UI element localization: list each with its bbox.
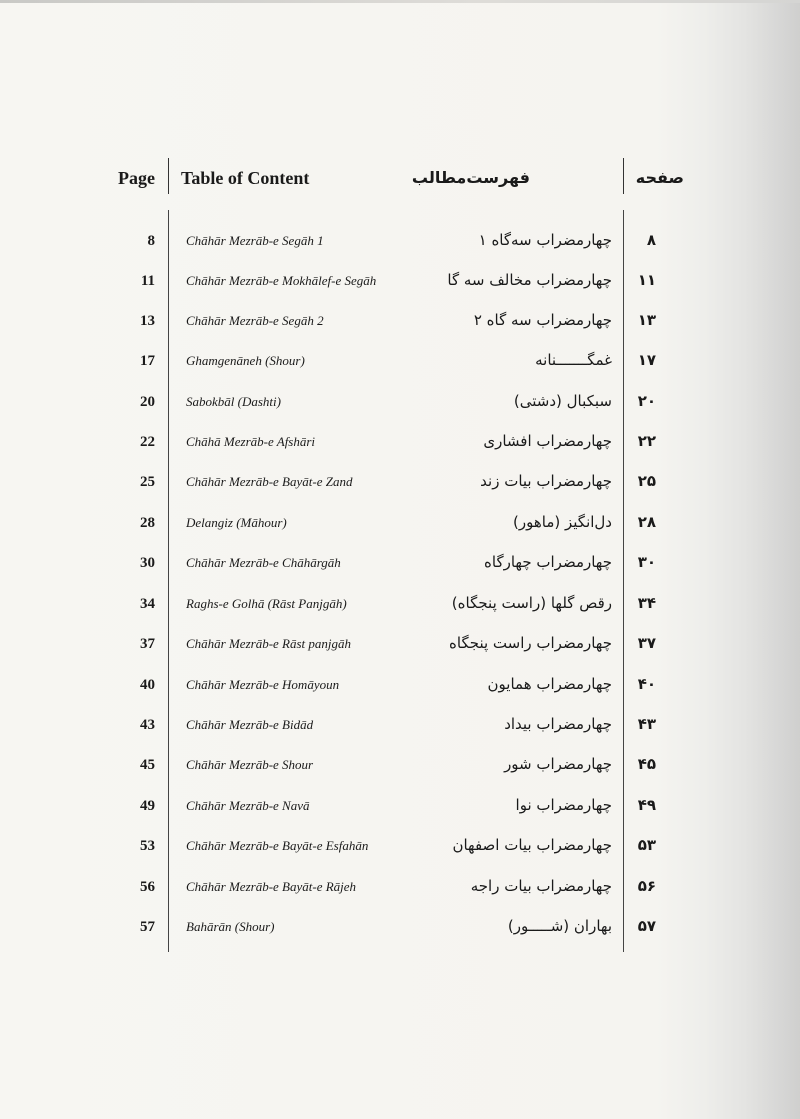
entry-title-fa: چهارمضراب بیات زند [480, 472, 612, 490]
toc-row [0, 710, 800, 738]
toc-row [0, 226, 800, 254]
entry-page-number: 43 [140, 717, 155, 733]
entry-page-number: 49 [140, 798, 155, 814]
entry-page-number: 17 [140, 353, 155, 369]
entry-page-number-fa: ۲۸ [637, 513, 656, 531]
entry-page-number: 57 [140, 919, 155, 935]
entry-page-number-fa: ۴۳ [637, 715, 656, 733]
entry-page-number: 22 [140, 434, 155, 450]
toc-row [0, 346, 800, 374]
toc-row [0, 629, 800, 657]
entry-page-number: 45 [140, 757, 155, 773]
entry-title-en: Chāhār Mezrāb-e Navā [186, 798, 310, 813]
entry-page-number-fa: ۴۰ [637, 675, 656, 693]
entry-title-fa: چهارمضراب سه گاه ۲ [473, 311, 612, 329]
entry-page-number: 30 [140, 555, 155, 571]
header-separator-left [168, 158, 169, 194]
entry-title-en: Chāhār Mezrāb-e Homāyoun [186, 677, 340, 692]
entry-page-number-fa: ۵۷ [637, 917, 656, 935]
header-toc-label: Table of Content [181, 168, 310, 188]
entry-page-number-fa: ۱۳ [637, 311, 656, 329]
toc-row [0, 831, 800, 859]
entry-page-number-fa: ۲۰ [637, 392, 656, 410]
entry-title-fa: چهارمضراب بیات اصفهان [452, 836, 612, 854]
toc-row [0, 306, 800, 334]
entry-title-fa: چهارمضراب چهارگاه [484, 553, 612, 571]
toc-row [0, 912, 800, 940]
entry-page-number: 25 [140, 474, 155, 490]
toc-row [0, 387, 800, 415]
entry-page-number-fa: ۵۳ [637, 836, 656, 854]
header-page-label: Page [118, 168, 155, 188]
top-edge-rule [0, 0, 800, 3]
entry-title-en: Raghs-e Golhā (Rāst Panjgāh) [186, 596, 347, 611]
entry-page-number-fa: ۳۷ [637, 634, 656, 652]
entry-title-fa: دل‌انگیز (ماهور) [513, 513, 612, 531]
entry-title-en: Chāhār Mezrāb-e Rāst panjgāh [186, 636, 352, 651]
entry-title-en: Ghamgenāneh (Shour) [186, 353, 305, 368]
toc-row [0, 750, 800, 778]
entry-title-en: Sabokbāl (Dashti) [186, 394, 281, 409]
entry-title-fa: چهارمضراب مخالف سه گا [447, 271, 612, 289]
entry-title-en: Chāhār Mezrāb-e Bayāt-e Esfahān [186, 838, 369, 853]
entry-title-en: Chāhār Mezrāb-e Segāh 2 [186, 313, 324, 328]
entry-page-number: 56 [140, 879, 155, 895]
entry-page-number: 53 [140, 838, 155, 854]
entry-title-fa: چهارمضراب نوا [515, 796, 612, 814]
entry-page-number-fa: ۳۰ [637, 553, 656, 571]
entry-title-fa: چهارمضراب بیداد [504, 715, 612, 733]
entry-page-number: 13 [140, 313, 155, 329]
entry-page-number-fa: ۵۶ [637, 877, 656, 895]
entry-page-number-fa: ۱۷ [637, 351, 656, 369]
entry-title-fa: چهارمضراب سه‌گاه ۱ [478, 231, 612, 249]
entry-title-en: Chāhār Mezrāb-e Bayāt-e Rājeh [186, 879, 357, 894]
entry-page-number: 34 [140, 596, 155, 612]
entry-page-number: 8 [147, 233, 155, 249]
entry-title-fa: چهارمضراب همایون [487, 675, 612, 693]
entry-page-number-fa: ۴۵ [637, 755, 656, 773]
entry-title-fa: چهارمضراب افشاری [483, 432, 612, 450]
entry-title-en: Delangiz (Māhour) [186, 515, 287, 530]
entry-title-fa: چهارمضراب بیات راجه [470, 877, 612, 895]
entry-page-number: 28 [140, 515, 155, 531]
toc-row [0, 427, 800, 455]
entry-title-en: Chāhār Mezrāb-e Segāh 1 [186, 233, 324, 248]
entry-title-en: Chāhār Mezrāb-e Mokhālef-e Segāh [186, 273, 377, 288]
toc-row [0, 508, 800, 536]
entry-page-number-fa: ۸ [646, 231, 656, 249]
entry-title-fa: چهارمضراب راست پنجگاه [449, 634, 612, 652]
toc-row [0, 548, 800, 576]
entry-page-number: 20 [140, 394, 155, 410]
toc-row [0, 872, 800, 900]
entry-title-en: Chāhār Mezrāb-e Shour [186, 757, 314, 772]
entry-page-number-fa: ۱۱ [637, 271, 656, 289]
toc-row [0, 589, 800, 617]
entry-title-fa: چهارمضراب شور [504, 755, 612, 773]
entry-title-en: Chāhār Mezrāb-e Bidād [186, 717, 314, 732]
entry-page-number-fa: ۲۵ [637, 472, 656, 490]
toc-row [0, 791, 800, 819]
entry-title-en: Chāhā Mezrāb-e Afshāri [186, 434, 316, 449]
entry-page-number-fa: ۳۴ [637, 594, 656, 612]
header-fa-toc-label: فهرست‌مطالب [411, 168, 530, 187]
entry-page-number: 11 [140, 273, 155, 289]
header-fa-page-label: صفحه [635, 168, 684, 187]
entry-page-number: 40 [140, 677, 155, 693]
entry-title-fa: سبکبال (دشتی) [513, 392, 612, 410]
entry-title-fa: رقص گلها (راست پنجگاه) [451, 594, 612, 612]
entry-page-number: 37 [140, 636, 155, 652]
entry-title-en: Chāhār Mezrāb-e Chāhārgāh [186, 555, 341, 570]
entry-page-number-fa: ۴۹ [637, 796, 656, 814]
entry-title-en: Chāhār Mezrāb-e Bayāt-e Zand [186, 474, 353, 489]
toc-row [0, 266, 800, 294]
entry-title-fa: بهاران (شـــــور) [507, 917, 612, 935]
entry-page-number-fa: ۲۲ [637, 432, 656, 450]
entry-title-fa: غمگـــــــنانه [535, 351, 612, 369]
toc-row [0, 467, 800, 495]
entry-title-en: Bahārān (Shour) [186, 919, 275, 934]
toc-row [0, 670, 800, 698]
